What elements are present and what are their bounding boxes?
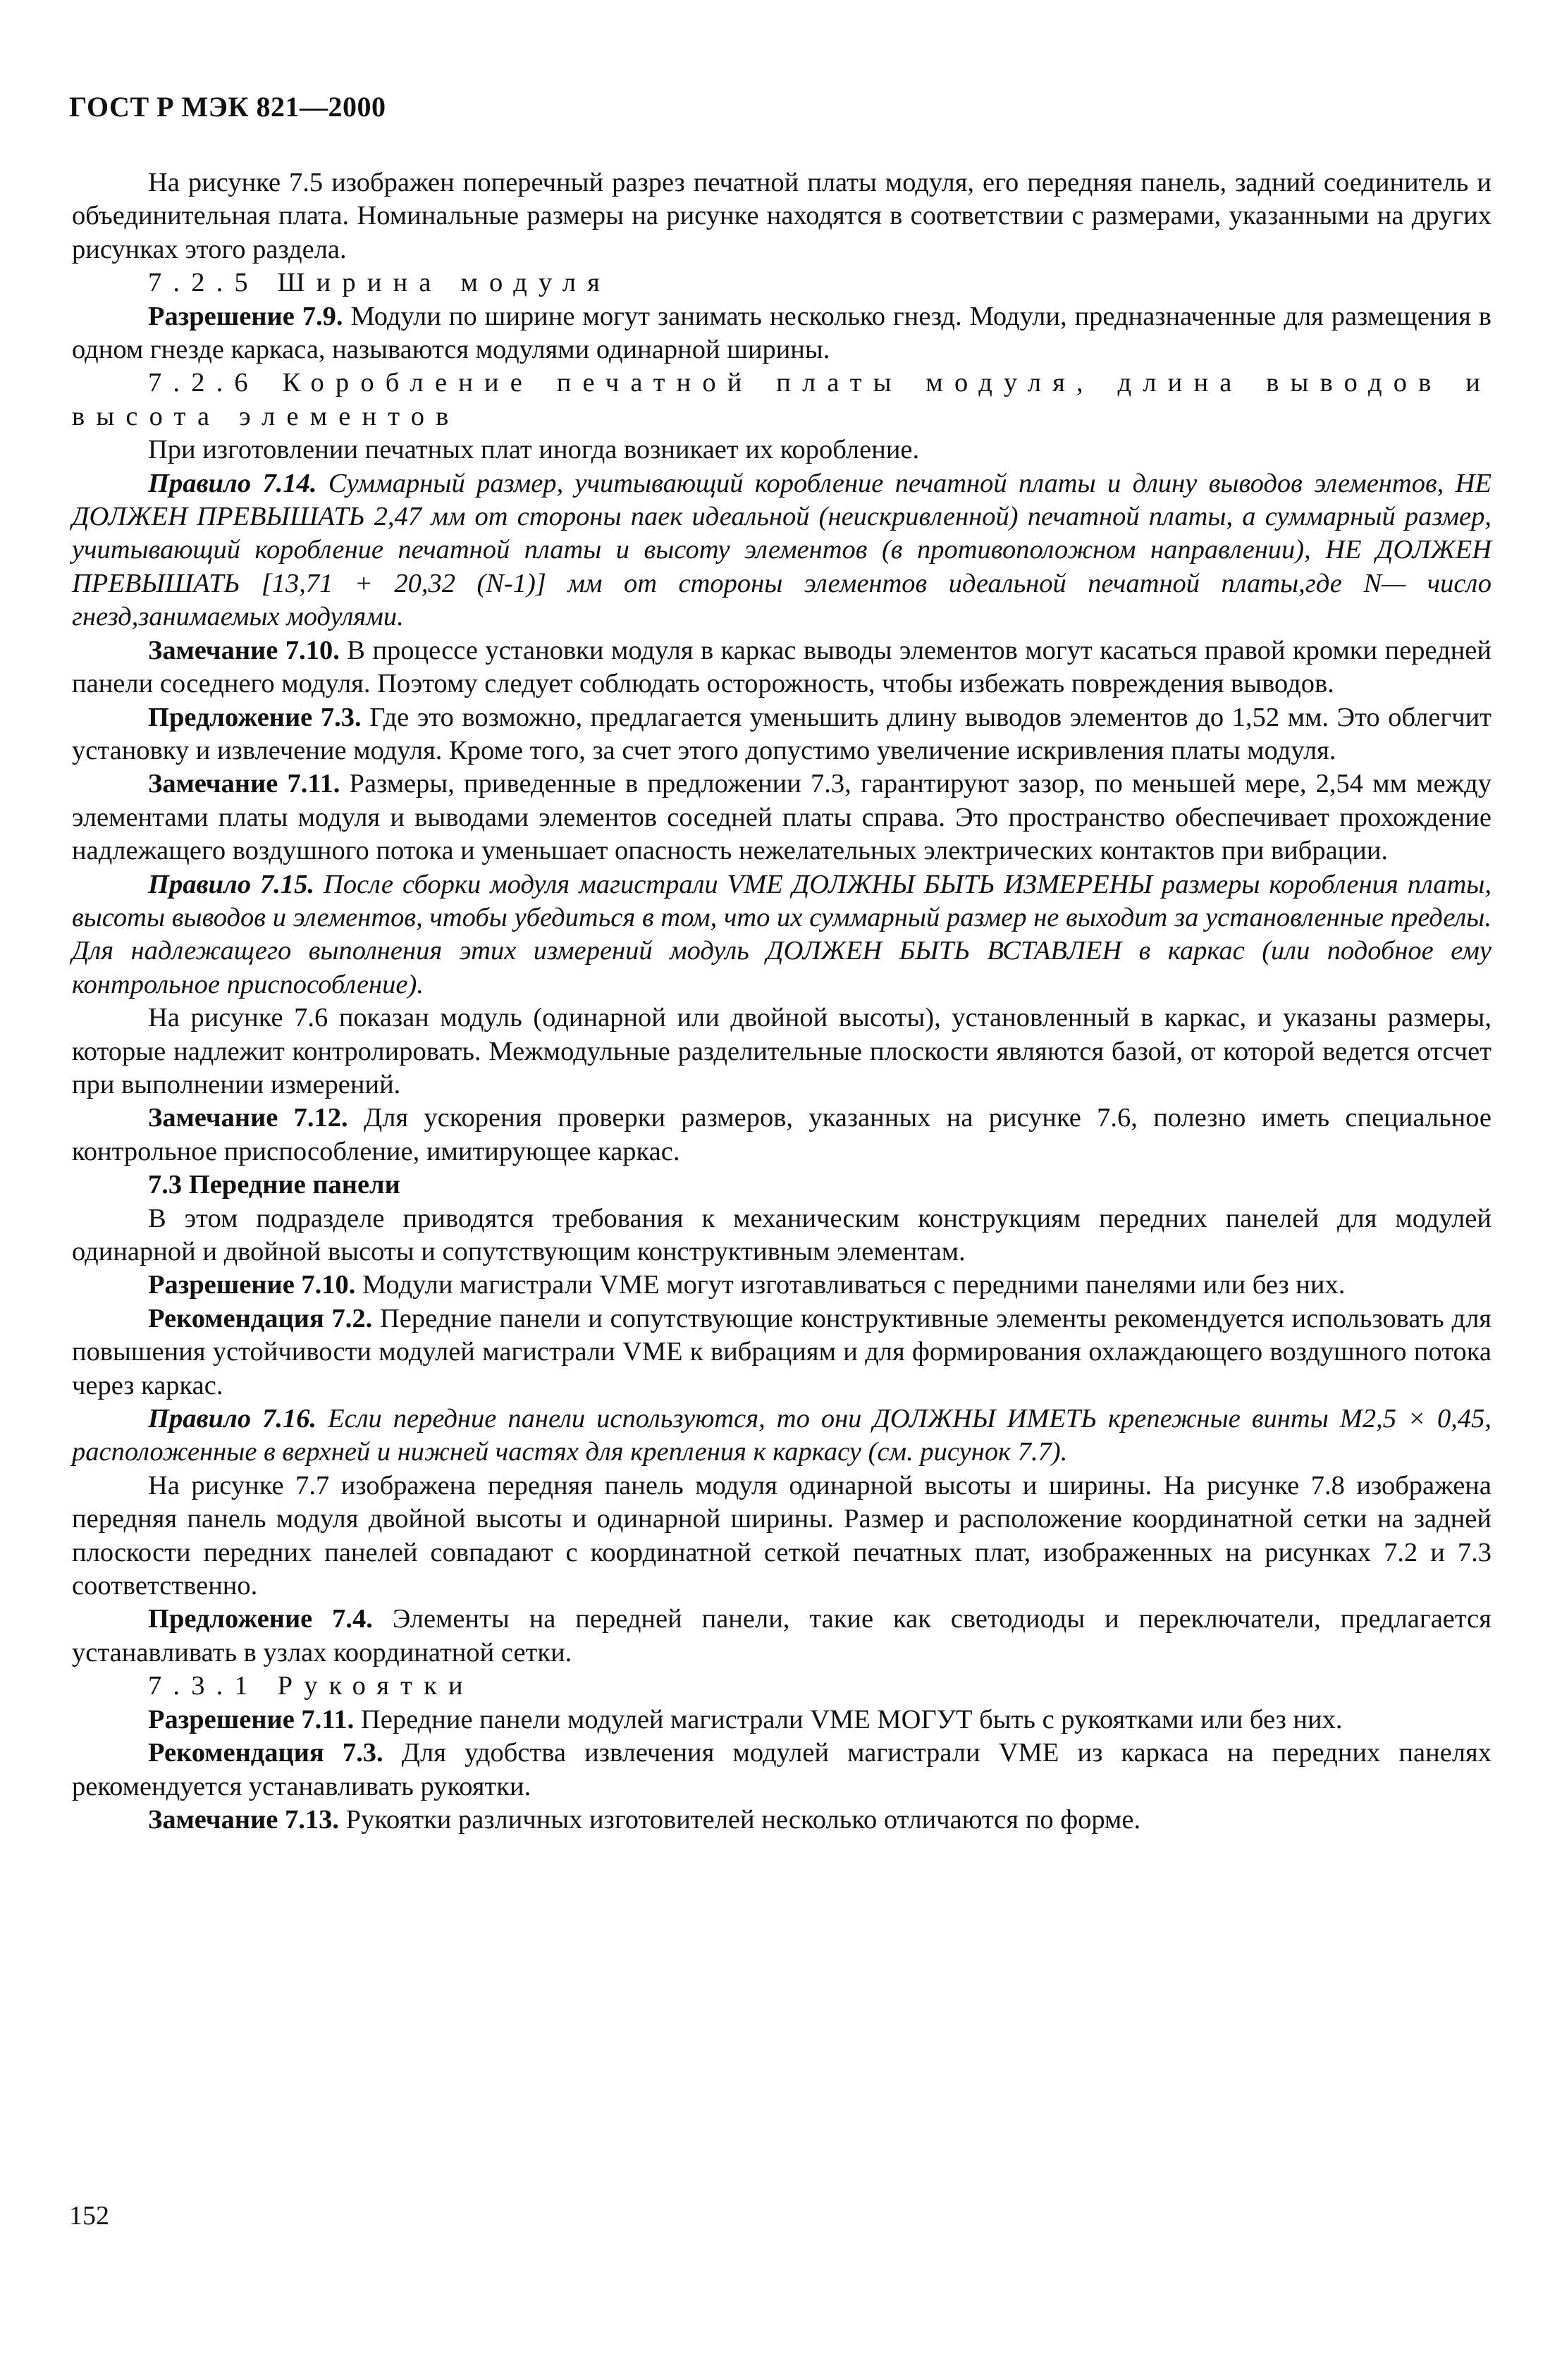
section-heading-7-3-1: 7.3.1 Рукоятки: [148, 1671, 474, 1701]
paragraph: [72, 1804, 1491, 1837]
clause-label: Замечание 7.10.: [148, 635, 340, 665]
clause-text: Передние панели модулей магистрали VME МОГУТ быть с рукоятками или без них.: [354, 1704, 1343, 1734]
clause-label: Правило 7.16.: [148, 1404, 317, 1434]
clause-label: Замечание 7.13.: [148, 1804, 339, 1835]
clause-label: Предложение 7.3.: [148, 702, 362, 732]
document-body: [72, 166, 1491, 1837]
clause-text: Передние панели и сопутствующие конструктивные элементы рекомендуется использовать для повышения устойчивости модулей магистрали VME к вибрациям и для формирования охлаждающего воздушного потока через каркас.: [72, 1303, 1491, 1400]
paragraph: На рисунке 7.6 показан модуль (одинарной или двойной высоты), установленный в каркас, и указаны размеры, которые надлежит контролировать. Межмодульные разделительные плоскости являются базой, от которой ведется отсчет при выполнении измерений.: [72, 1003, 1491, 1099]
clause-text: Размеры, приведенные в предложении 7.3, гарантируют зазор, по меньшей мере, 2,54 мм между элементами платы модуля и выводами элементов соседней платы справа. Это пространство обеспечивает прохождение надлежащего воздушного потока и уменьшает опасность нежелательных электрических контактов при вибрации.: [72, 769, 1491, 866]
clause-text: Если передние панели используются, то они ДОЛЖНЫ ИМЕТЬ крепежные винты М2,5 × 0,45, расположенные в верхней и нижней частях для крепления к каркасу (см. рисунок 7.7).: [72, 1404, 1491, 1467]
paragraph: [72, 767, 1491, 868]
paragraph: [72, 1603, 1491, 1670]
clause-label: Разрешение 7.11.: [148, 1704, 355, 1734]
section-heading-text: 7.3 Передние панели: [148, 1170, 400, 1200]
paragraph: [72, 1703, 1491, 1737]
clause-text: В процессе установки модуля в каркас выводы элементов могут касаться правой кромки передней панели соседнего модуля. Поэтому следует соблюдать осторожность, чтобы избежать повреждения выводов.: [72, 635, 1491, 699]
paragraph: [72, 467, 1491, 634]
clause-text: Рукоятки различных изготовителей несколько отличаются по форме.: [338, 1804, 1141, 1835]
paragraph: На рисунке 7.7 изображена передняя панель модуля одинарной высоты и ширины. На рисунке 7.8 изображена передняя панель модуля двойной высоты и одинарной ширины. Размер и расположение координатной сетки на задней плоскости передних панелей совпадают с координатной сеткой печатных плат, изображенных на рисунках 7.2 и 7.3 соответственно.: [72, 1470, 1491, 1601]
paragraph: На рисунке 7.5 изображен поперечный разрез печатной платы модуля, его передняя панель, задний соединитель и объединительная плата. Номинальные размеры на рисунке находятся в соответствии с размерами, указанными на других рисунках этого раздела.: [72, 168, 1491, 264]
paragraph: [72, 300, 1491, 367]
paragraph: При изготовлении печатных плат иногда возникает их коробление.: [148, 435, 920, 465]
clause-label: Замечание 7.11.: [148, 769, 340, 799]
clause-text: Модули по ширине могут занимать несколько гнезд. Модули, предназначенные для размещения в одном гнезде каркаса, называются модулями одинарной ширины.: [72, 301, 1491, 365]
section-heading-7-3: [72, 1169, 1491, 1202]
clause-label: Замечание 7.12.: [148, 1103, 348, 1133]
clause-label: Разрешение 7.9.: [148, 301, 343, 331]
paragraph: [72, 868, 1491, 1002]
paragraph: [72, 1737, 1491, 1804]
paragraph: [72, 1402, 1491, 1469]
clause-label: Разрешение 7.10.: [148, 1270, 356, 1300]
document-header: ГОСТ Р МЭК 821—2000: [69, 91, 386, 123]
paragraph: [72, 1102, 1491, 1169]
paragraph: [72, 1302, 1491, 1402]
clause-text: Для ускорения проверки размеров, указанных на рисунке 7.6, полезно иметь специальное контрольное приспособление, имитирующее каркас.: [72, 1103, 1491, 1166]
clause-text: Модули магистрали VME могут изготавливаться с передними панелями или без них.: [355, 1270, 1346, 1300]
clause-text: Для удобства извлечения модулей магистрали VME из каркаса на передних панелях рекомендуется устанавливать рукоятки.: [72, 1738, 1491, 1801]
paragraph: В этом подразделе приводятся требования к механическим конструкциям передних панелей для модулей одинарной и двойной высоты и сопутствующим конструктивным элементам.: [72, 1203, 1491, 1266]
clause-text: После сборки модуля магистрали VME ДОЛЖНЫ БЫТЬ ИЗМЕРЕНЫ размеры коробления платы, высоты выводов и элементов, чтобы убедиться в том, что их суммарный размер не выходит за установленные пределы. Для надлежащего выполнения этих измерений модуль ДОЛЖЕН БЫТЬ ВСТАВЛЕН в каркас (или подобное ему контрольное приспособление).: [72, 869, 1491, 999]
page-number: 152: [69, 2201, 109, 2231]
section-heading-7-2-6: 7.2.6 Коробление печатной платы модуля, длина выводов и высота элементов: [72, 368, 1491, 431]
paragraph: [72, 1269, 1491, 1302]
clause-label: Правило 7.14.: [148, 468, 317, 498]
clause-label: Предложение 7.4.: [148, 1604, 373, 1634]
section-heading-7-2-5: 7.2.5 Ширина модуля: [148, 268, 612, 298]
paragraph: [72, 634, 1491, 701]
clause-label: Правило 7.15.: [148, 869, 315, 899]
clause-label: Рекомендация 7.3.: [148, 1738, 383, 1768]
paragraph: [72, 701, 1491, 768]
clause-text: Где это возможно, предлагается уменьшить длину выводов элементов до 1,52 мм. Это облегчит установку и извлечение модуля. Кроме того, за счет этого допустимо увеличение искривления платы модуля.: [72, 702, 1491, 765]
clause-text: Элементы на передней панели, такие как светодиоды и переключатели, предлагается устанавливать в узлах координатной сетки.: [72, 1604, 1491, 1667]
clause-text: Суммарный размер, учитывающий коробление печатной платы и длину выводов элементов, НЕ ДОЛЖЕН ПРЕВЫШАТЬ 2,47 мм от стороны паек идеальной (неискривленной) печатной платы, а суммарный размер, учитывающий коробление печатной платы и высоту элементов (в противоположном направлении), НЕ ДОЛЖЕН ПРЕВЫШАТЬ [13,71 + 20,32 (N-1)] мм от стороны элементов идеальной печатной платы,где N— число гнезд,занимаемых модулями.: [72, 468, 1491, 632]
clause-label: Рекомендация 7.2.: [148, 1303, 373, 1333]
